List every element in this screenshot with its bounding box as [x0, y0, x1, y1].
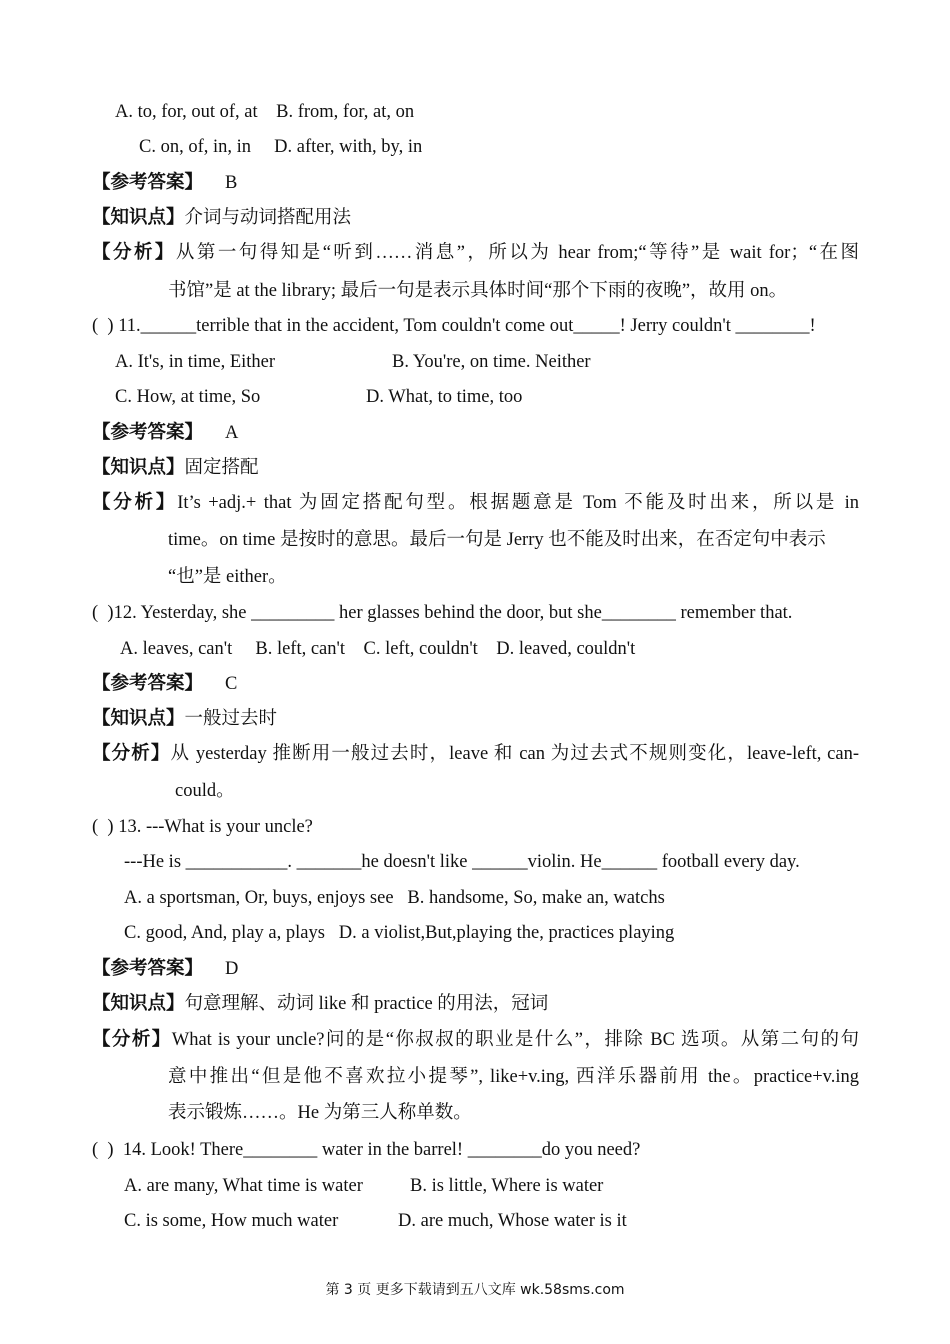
- q14-option-b: B. is little, Where is water: [410, 1176, 604, 1196]
- q14-stem: ( ) 14. Look! There________ water in the barrel! ________do you need?: [92, 1140, 641, 1160]
- q11-option-a: A. It's, in time, Either: [115, 352, 276, 372]
- q13-answer: [92, 957, 238, 981]
- knowledge-value: 一般过去时: [184, 709, 278, 729]
- analysis-text: It’s +adj.+ that 为固定搭配句型。根据题意是 Tom 不能及时出来，所以是 in: [177, 493, 859, 513]
- q13-analysis-line-3: 表示锻炼……。He 为第三人称单数。: [168, 1103, 472, 1123]
- answer-label: 【参考答案】: [92, 423, 204, 443]
- q14-option-a: A. are many, What time is water: [124, 1176, 363, 1196]
- knowledge-value: 句意理解、动词 like 和 practice 的用法，冠词: [184, 994, 549, 1014]
- q12-options: A. leaves, can't B. left, can't C. left, couldn't D. leaved, couldn't: [120, 639, 636, 659]
- q10-answer: [92, 171, 237, 195]
- analysis-label: 【分析】: [92, 1030, 172, 1050]
- answer-value: C: [225, 674, 238, 694]
- q11-option-b: B. You're, on time. Neither: [392, 352, 591, 372]
- q13-options-ab: A. a sportsman, Or, buys, enjoys see B. handsome, So, make an, watchs: [124, 888, 665, 908]
- knowledge-label: 【知识点】: [92, 458, 185, 478]
- answer-value: D: [225, 959, 239, 979]
- q11-answer: [92, 421, 238, 445]
- knowledge-label: 【知识点】: [92, 709, 185, 729]
- knowledge-value: 介词与动词搭配用法: [184, 208, 352, 228]
- q13-stem-2: ---He is ___________. _______he doesn't like ______violin. He______ football every day.: [124, 852, 800, 872]
- knowledge-label: 【知识点】: [92, 994, 185, 1014]
- answer-label: 【参考答案】: [92, 173, 204, 193]
- q10-options-ab: A. to, for, out of, at B. from, for, at, on: [115, 102, 415, 122]
- q12-answer: [92, 672, 237, 696]
- analysis-text: What is your uncle?问的是“你叔叔的职业是什么”，排除 BC 选项。从第二句的句: [171, 1030, 859, 1050]
- analysis-label: 【分析】: [92, 243, 176, 263]
- q11-analysis-line-2: time。on time 是按时的意思。最后一句是 Jerry 也不能及时出来，在否定句中表示: [168, 530, 826, 550]
- q13-stem: ( ) 13. ---What is your uncle?: [92, 817, 313, 837]
- answer-label: 【参考答案】: [92, 674, 204, 694]
- q11-analysis-line-3: “也”是 either。: [168, 567, 287, 587]
- q13-options-cd: C. good, And, play a, plays D. a violist,But,playing the, practices playing: [124, 923, 675, 943]
- q11-analysis-line-1: [92, 491, 859, 515]
- answer-label: 【参考答案】: [92, 959, 204, 979]
- q12-knowledge: [92, 707, 277, 731]
- q11-knowledge: [92, 456, 259, 480]
- q11-option-d: D. What, to time, too: [366, 387, 523, 407]
- page-footer: 第 3 页 更多下载请到五八文库 wk.58sms.com: [325, 1282, 625, 1298]
- q10-analysis-line-1: [92, 241, 859, 265]
- analysis-text: 从 yesterday 推断用一般过去时，leave 和 can 为过去式不规则变化，leave-left, can-: [170, 744, 859, 764]
- q10-analysis-line-2: 书馆”是 at the library; 最后一句是表示具体时间“那个下雨的夜晚”，故用 on。: [168, 281, 788, 301]
- analysis-label: 【分析】: [92, 493, 178, 513]
- q13-knowledge: [92, 992, 548, 1016]
- analysis-text: 从第一句得知是“听到……消息”，所以为 hear from;“等待”是 wait for；“在图: [175, 243, 859, 263]
- q12-analysis-line-1: [92, 742, 859, 766]
- q11-stem: ( ) 11.______terrible that in the accident, Tom couldn't come out_____! Jerry couldn't ________!: [92, 316, 816, 336]
- q12-stem: ( )12. Yesterday, she _________ her glasses behind the door, but she________ remember that.: [92, 603, 793, 623]
- q11-option-c: C. How, at time, So: [115, 387, 261, 407]
- answer-value: A: [225, 423, 239, 443]
- analysis-label: 【分析】: [92, 744, 171, 764]
- q14-option-c: C. is some, How much water: [124, 1211, 339, 1231]
- knowledge-value: 固定搭配: [184, 458, 259, 478]
- q14-option-d: D. are much, Whose water is it: [398, 1211, 627, 1231]
- q13-analysis-line-2: 意中推出“但是他不喜欢拉小提琴”, like+v.ing, 西洋乐器前用 the。practice+v.ing: [168, 1067, 859, 1087]
- q12-analysis-line-2: could。: [175, 781, 235, 801]
- answer-value: B: [225, 173, 238, 193]
- q10-options-cd: C. on, of, in, in D. after, with, by, in: [139, 137, 423, 157]
- q13-analysis-line-1: [92, 1028, 859, 1052]
- knowledge-label: 【知识点】: [92, 208, 185, 228]
- q10-knowledge: [92, 206, 351, 230]
